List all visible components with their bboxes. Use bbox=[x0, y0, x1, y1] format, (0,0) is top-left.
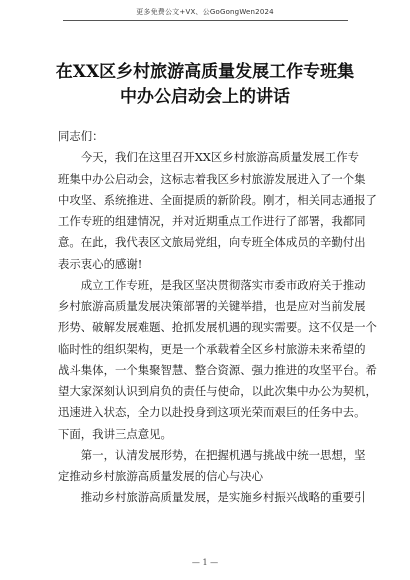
document-body bbox=[58, 126, 377, 509]
body-line: 中攻坚、系统推进、全面提质的新阶段。刚才，相关同志通报了 bbox=[58, 192, 377, 207]
document-title bbox=[40, 60, 370, 110]
body-line: 表示衷心的感谢! bbox=[58, 256, 143, 271]
body-line: 战斗集体，一个集聚智慧、整合资源、强力推进的攻坚平台。希 bbox=[58, 362, 377, 377]
body-line: 推动乡村旅游高质量发展，是实施乡村振兴战略的重要引 bbox=[58, 490, 366, 505]
body-line: 下面，我讲三点意见。 bbox=[58, 426, 172, 441]
title-line-1: 在XX区乡村旅游高质量发展工作专班集 bbox=[55, 62, 355, 82]
title-line-2: 中办公启动会上的讲话 bbox=[120, 87, 290, 107]
body-line: 同志们： bbox=[58, 129, 104, 143]
header-note: 更多免费公文+VX、公GoGongWen2024 bbox=[136, 8, 274, 16]
body-line: 乡村旅游高质量发展决策部署的关键举措，也是应对当前发展 bbox=[58, 299, 366, 313]
body-line: 迅速进入状态，全力以赴投身到这项光荣而艰巨的任务中去。 bbox=[58, 405, 366, 420]
body-line: 第一，认清发展形势，在把握机遇与挑战中统一思想，坚 bbox=[58, 447, 366, 462]
page-number: — 1 — bbox=[191, 558, 219, 567]
body-line: 班集中办公启动会，这标志着我区乡村旅游发展进入了一个集 bbox=[58, 171, 366, 186]
header-divider bbox=[63, 20, 348, 21]
body-line: 望大家深刻认识到肩负的责任与使命，以此次集中办公为契机， bbox=[58, 384, 377, 398]
body-line: 定推动乡村旅游高质量发展的信心与决心 bbox=[58, 469, 264, 483]
body-line: 成立工作专班，是我区坚决贯彻落实市委市政府关于推动 bbox=[58, 277, 366, 292]
body-line: 意。在此，我代表区文旅局党组，向专班全体成员的辛勤付出 bbox=[58, 235, 366, 250]
body-line: 今天，我们在这里召开XX区乡村旅游高质量发展工作专 bbox=[58, 150, 359, 165]
body-line: 临时性的组织架构，更是一个承载着全区乡村旅游未来希望的 bbox=[58, 341, 366, 356]
body-line: 工作专班的组建情况，并对近期重点工作进行了部署，我都同 bbox=[58, 214, 366, 228]
body-line: 形势、破解发展难题、抢抓发展机遇的现实需要。这不仅是一个 bbox=[58, 320, 377, 335]
